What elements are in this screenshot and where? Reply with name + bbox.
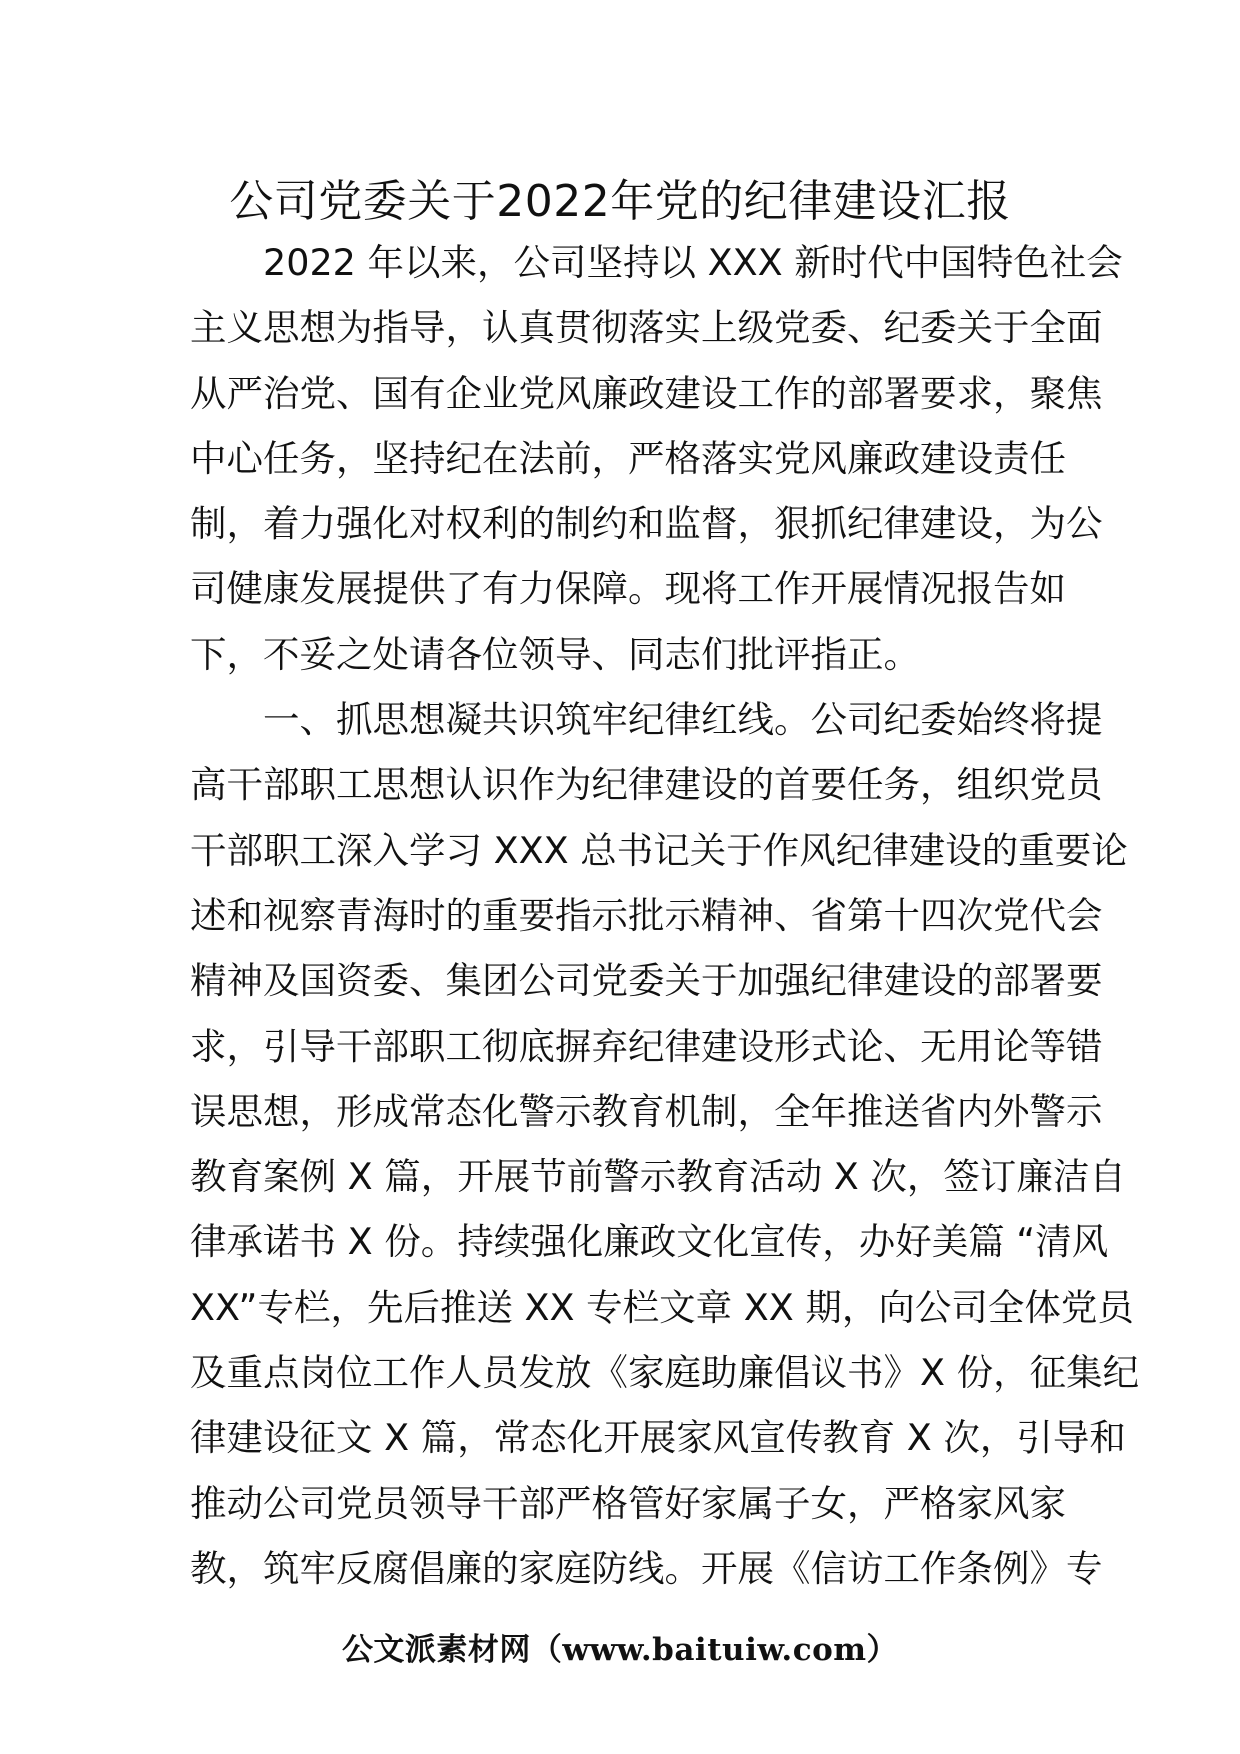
- paragraph-2-line: 推动公司党员领导干部严格管好家属子女，严格家风家: [190, 1481, 1066, 1525]
- paragraph-2-line: 精神及国资委、集团公司党委关于加强纪律建设的部署要: [190, 959, 1103, 1003]
- paragraph-2-line: 述和视察青海时的重要指示批示精神、省第十四次党代会: [190, 893, 1103, 937]
- paragraph-2-line: 干部职工深入学习 XXX 总书记关于作风纪律建设的重要论: [190, 828, 1128, 872]
- paragraph-2-line: 教，筑牢反腐倡廉的家庭防线。开展《信访工作条例》专: [190, 1546, 1103, 1590]
- paragraph-1-line: 制，着力强化对权利的制约和监督，狠抓纪律建设，为公: [190, 502, 1103, 546]
- document-title: 公司党委关于2022年党的纪律建设汇报: [229, 176, 1011, 227]
- paragraph-1-line: 司健康发展提供了有力保障。现将工作开展情况报告如: [190, 567, 1066, 611]
- paragraph-2-line: 教育案例 X 篇，开展节前警示教育活动 X 次，签订廉洁自: [190, 1155, 1126, 1199]
- paragraph-2-line: 律承诺书 X 份。持续强化廉政文化宣传，办好美篇 “清风: [190, 1220, 1109, 1264]
- paragraph-2-line: 高干部职工思想认识作为纪律建设的首要任务，组织党员: [190, 763, 1103, 807]
- paragraph-1-line: 从严治党、国有企业党风廉政建设工作的部署要求，聚焦: [190, 371, 1103, 415]
- paragraph-1-line: 主义思想为指导，认真贯彻落实上级党委、纪委关于全面: [190, 306, 1103, 350]
- footer-source-watermark: 公文派素材网（www.baituiw.com）: [341, 1632, 899, 1668]
- paragraph-2-line: 一、抓思想凝共识筑牢纪律红线。公司纪委始终将提: [263, 698, 1103, 742]
- paragraph-2-line: 求，引导干部职工彻底摒弃纪律建设形式论、无用论等错: [190, 1024, 1103, 1068]
- paragraph-2-line: 及重点岗位工作人员发放《家庭助廉倡议书》X 份，征集纪: [190, 1351, 1140, 1395]
- document-body: [190, 230, 1140, 1601]
- paragraph-1-line: 2022 年以来，公司坚持以 XXX 新时代中国特色社会: [263, 241, 1123, 284]
- paragraph-2-line: XX”专栏，先后推送 XX 专栏文章 XX 期，向公司全体党员: [190, 1285, 1134, 1329]
- paragraph-1-line: 中心任务，坚持纪在法前，严格落实党风廉政建设责任: [190, 436, 1066, 480]
- paragraph-2-line: 误思想，形成常态化警示教育机制，全年推送省内外警示: [190, 1089, 1103, 1133]
- paragraph-2-line: 律建设征文 X 篇，常态化开展家风宣传教育 X 次，引导和: [190, 1416, 1126, 1460]
- paragraph-1-line: 下，不妥之处请各位领导、同志们批评指正。: [190, 632, 920, 676]
